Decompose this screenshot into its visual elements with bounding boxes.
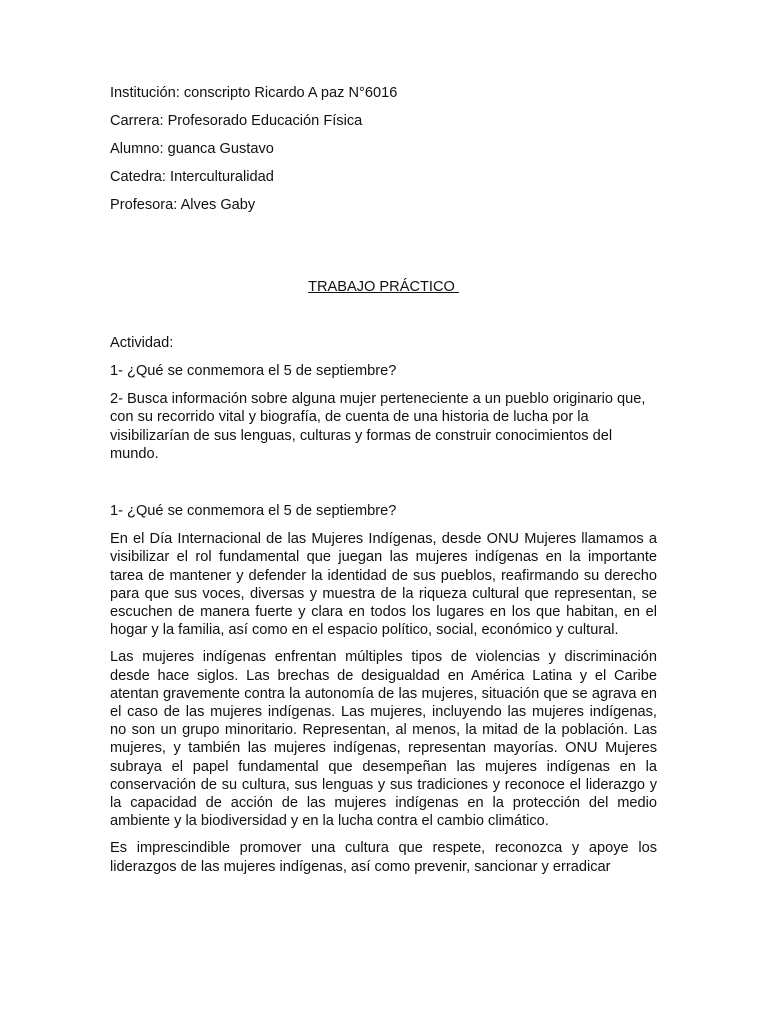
document-body <box>110 84 657 885</box>
answer-question-1: 1- ¿Qué se conmemora el 5 de septiembre? <box>110 503 397 520</box>
activity-question-1: 1- ¿Qué se conmemora el 5 de septiembre? <box>110 363 397 379</box>
document-title: TRABAJO PRÁCTICO <box>308 279 459 295</box>
teacher-line: Profesora: Alves Gaby <box>110 197 256 213</box>
title-block <box>110 278 657 296</box>
subject-line: Catedra: Interculturalidad <box>110 169 274 185</box>
answer-paragraph-3: Es imprescindible promover una cultura que respete, reconozca y apoye los liderazgos de las mujeres indígenas, así como prevenir, sancionar y erradicar <box>110 840 657 875</box>
answer-paragraph-1: En el Día Internacional de las Mujeres Indígenas, desde ONU Mujeres llamamos a visibilizar el rol fundamental que juegan las mujeres indígenas en la importante tarea de mantener y defender la identidad de sus pueblos, reafirmando su derecho para que sus voces, diversas y muestra de la riqueza cultural que representan, se escuchen de manera fuerte y clara en todos los lugares en los que habitan, en el hogar y la familia, así como en el espacio político, social, económico y cultural. <box>110 531 657 639</box>
student-line: Alumno: guanca Gustavo <box>110 141 274 157</box>
activity-label: Actividad: <box>110 335 174 351</box>
answer-paragraph-2: Las mujeres indígenas enfrentan múltiples tipos de violencias y discriminación desde hace siglos. Las brechas de desigualdad en América Latina y el Caribe atentan gravemente contra la autonomía de las mujeres, situación que se agrava en el caso de las mujeres indígenas. Las mujeres, incluyendo las mujeres indígenas, no son un grupo minoritario. Representan, al menos, la mitad de la población. Las mujeres, y también las mujeres indígenas, representan mayorías. ONU Mujeres subraya el papel fundamental que desempeñan las mujeres indígenas en la conservación de su cultura, sus lenguas y sus tradiciones y reconoce el liderazgo y la capacidad de acción de las mujeres indígenas en la protección del medio ambiente y la biodiversidad y en la lucha contra el cambio climático. <box>110 649 657 830</box>
institution-line: Institución: conscripto Ricardo A paz N°6016 <box>110 85 398 101</box>
activity-question-2: 2- Busca información sobre alguna mujer perteneciente a un pueblo originario que, con su recorrido vital y biografía, de cuenta de una historia de lucha por la visibilizarían de sus lenguas, culturas y formas de construir conocimientos del mundo. <box>110 391 646 462</box>
career-line: Carrera: Profesorado Educación Física <box>110 113 363 129</box>
